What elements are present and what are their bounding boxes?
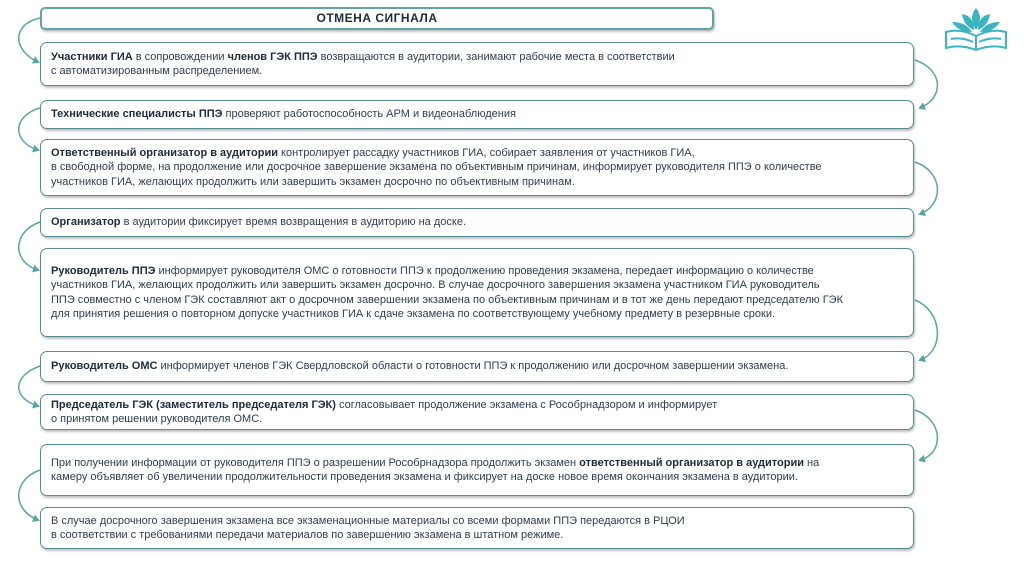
step-text: возвращаются в аудитории, занимают рабочие места в соответствии [317,50,675,63]
step-line [51,293,903,308]
step-text: контролирует рассадку участников ГИА, собирает заявления от участников ГИА, [277,146,695,159]
step-text-bold: Председатель ГЭК (заместитель председателя ГЭК) [51,398,336,411]
step-text-bold: Руководитель ОМС [51,360,158,373]
step-box [40,507,914,549]
step-line [51,146,903,161]
step-line [51,307,903,322]
connector-arrow [19,222,40,270]
connector-arrow [915,162,937,214]
step-line [51,175,903,190]
step-text: информирует членов ГЭК Свердловской области о готовности ППЭ к продолжению или досрочном завершении экзамена. [157,360,789,373]
step-line [51,412,903,427]
step-line [51,398,903,413]
connector-arrow [19,108,40,150]
connector-arrow [915,410,937,460]
step-line [51,528,903,543]
step-box [40,351,914,382]
connector-arrow [915,300,937,360]
step-line [51,456,903,471]
step-text: в сопровождении [132,50,228,63]
step-text: в свободной форме, на продолжение или досрочное завершение экзамена по объективным причинам, информирует руководителя ППЭ о количестве [51,161,822,174]
step-text-bold: ответственный организатор в аудитории [579,456,804,469]
step-text-bold: Технические специалисты ППЭ [51,108,223,121]
step-line [51,359,903,374]
step-text-bold: Организатор [51,216,121,229]
page-title [40,7,714,30]
step-text-bold: Руководитель ППЭ [51,264,156,277]
connector-arrow [19,18,40,62]
step-text: проверяют работоспособность АРМ и видеонаблюдения [222,108,516,121]
step-text-bold: членов ГЭК ППЭ [227,50,318,63]
connector-arrow [915,60,937,108]
step-text: В случае досрочного завершения экзамена все экзаменационные материалы со всеми формами ППЭ передаются в РЦОИ [51,514,685,527]
step-box [40,42,914,86]
step-text: на [804,456,820,469]
step-text: При получении информации от руководителя ППЭ о разрешении Рособрнадзора продолжить экзамен [51,456,580,469]
step-line [51,264,903,279]
step-text: в аудитории фиксирует время возвращения в аудиторию на доске. [120,216,467,229]
step-line [51,64,903,79]
step-text: информирует руководителя ОМС о готовности ППЭ к продолжению проведения экзамена, передает информацию о количестве [155,264,814,277]
step-box [40,139,914,196]
step-text: согласовывает продолжение экзамена с Рособрнадзором и информирует [335,398,718,411]
step-line [51,160,903,175]
step-text: участников ГИА, желающих продолжить или завершить экзамен досрочно по объективным причинам. [51,175,575,188]
step-line [51,50,903,65]
step-line [51,278,903,293]
step-text: камеру объявляет об увеличении продолжительности проведения экзамена и фиксирует на доске новое время окончания экзамена в аудитории. [51,471,798,483]
step-line [51,514,903,529]
connector-arrow [19,470,40,520]
step-text-bold: Ответственный организатор в аудитории [51,146,278,159]
step-text: для принятия решения о повторном допуске участников ГИА к сдаче экзамена по соответствующему учебному предмету в резервные сроки. [51,308,776,320]
step-text: ППЭ совместно с членом ГЭК составляют акт о досрочном завершении экзамена по объективным причинам и в тот же день передают председателю ГЭК [51,293,843,306]
open-book-tree-icon [938,6,1014,54]
step-line [51,470,903,485]
step-box [40,100,914,129]
step-text: участников ГИА, желающих продолжить или завершить экзамен досрочно. В случае досрочного завершения экзамена участником ГИА руководитель [51,279,820,291]
step-box [40,444,914,496]
step-text-bold: Участники ГИА [51,50,133,63]
step-box [40,248,914,337]
step-text: о принятом решении руководителя ОМС. [51,413,263,425]
connector-arrow [19,366,40,406]
page-title-text: ОТМЕНА СИГНАЛА [316,11,438,26]
step-line [51,107,903,122]
step-box [40,394,914,430]
step-box [40,208,914,237]
step-text: с автоматизированным распределением. [51,65,263,77]
step-line [51,215,903,230]
step-text: в соответствии с требованиями передачи материалов по завершению экзамена в штатном режиме. [51,529,564,541]
